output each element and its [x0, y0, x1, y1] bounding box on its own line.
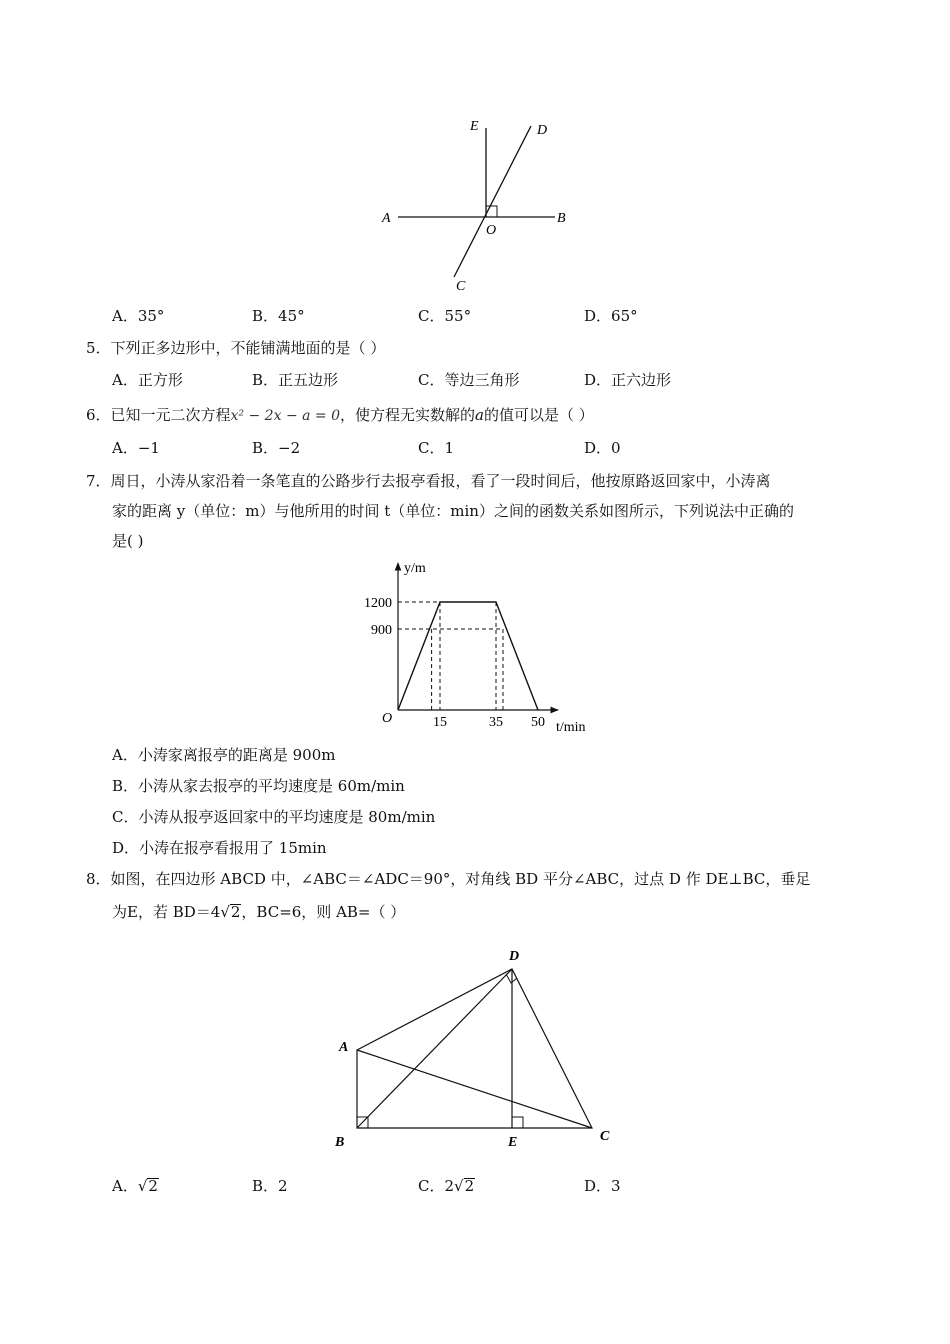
option-text: 55°	[444, 307, 472, 325]
diagonal-bd	[357, 969, 512, 1128]
option-text: 小涛家离报亭的距离是 900m	[137, 746, 336, 764]
q5-option-d[interactable]	[584, 368, 671, 392]
option-text: 0	[611, 439, 621, 457]
option-text: 正方形	[137, 371, 183, 389]
option-text: 小涛从报亭返回家中的平均速度是 80m/min	[138, 808, 436, 826]
option-text: 正五边形	[278, 371, 339, 389]
y-tick-900: 900	[371, 623, 392, 638]
option-text: 小涛在报亭看报用了 15min	[139, 839, 327, 857]
q6-option-d[interactable]	[584, 436, 621, 460]
q8-stem-line2	[112, 900, 405, 924]
series-distance	[398, 602, 538, 710]
q6-stem	[86, 403, 594, 428]
q6-var: a	[475, 406, 484, 424]
q6-option-b[interactable]	[252, 436, 300, 460]
option-text: 35°	[137, 307, 165, 325]
diagonal-ac	[357, 1050, 592, 1128]
option-key: C．	[418, 439, 445, 457]
option-key: C．	[112, 808, 139, 826]
quadrilateral-figure	[320, 940, 650, 1155]
q6-equation: x² − 2x − a = 0	[230, 408, 341, 424]
label-e: E	[508, 1135, 518, 1150]
y-tick-1200: 1200	[364, 596, 392, 611]
quadrilateral-abcd	[357, 969, 592, 1128]
sqrt-symbol: √	[454, 1177, 464, 1195]
option-key: D．	[584, 1177, 612, 1195]
q8-option-a[interactable]	[112, 1174, 159, 1198]
label-b: B	[557, 211, 566, 226]
right-angle-e	[512, 1117, 523, 1128]
option-text: 2	[278, 1177, 288, 1195]
q6-stem-before: 6．已知一元二次方程	[86, 406, 231, 424]
label-e: E	[470, 119, 479, 134]
angle-figure	[370, 110, 580, 300]
option-radicand: 2	[148, 1177, 158, 1195]
option-text: −1	[137, 439, 160, 457]
option-text: 3	[611, 1177, 621, 1195]
line-cd	[454, 126, 531, 277]
q8-stem-part1: 为E，若 BD＝4	[112, 903, 221, 921]
q8-option-d[interactable]	[584, 1174, 621, 1198]
label-d: D	[537, 123, 548, 138]
option-key: D．	[584, 371, 612, 389]
option-text: 45°	[278, 307, 305, 325]
label-o: O	[486, 223, 497, 238]
q6-option-c[interactable]	[418, 436, 454, 460]
option-key: B．	[252, 439, 279, 457]
label-b: B	[335, 1135, 345, 1150]
q7-stem-line3: 是( )	[112, 532, 144, 550]
sqrt-symbol: √	[137, 1177, 148, 1195]
option-coef: 2	[444, 1177, 455, 1195]
option-text: 正六边形	[611, 371, 672, 389]
option-key: C．	[418, 371, 445, 389]
q5-option-c[interactable]	[418, 368, 520, 392]
option-key: C．	[418, 307, 445, 325]
option-text: 等边三角形	[444, 371, 520, 389]
option-key: D．	[584, 307, 612, 325]
option-key: B．	[252, 371, 279, 389]
q5-option-a[interactable]	[112, 368, 183, 392]
option-key: B．	[252, 1177, 279, 1195]
q4-option-d[interactable]	[584, 304, 638, 328]
q8-radicand: 2	[230, 903, 241, 921]
q4-option-a[interactable]	[112, 304, 164, 328]
q4-option-b[interactable]	[252, 304, 305, 328]
x-tick-50: 50	[531, 715, 545, 730]
label-a: A	[339, 1040, 349, 1055]
q8-option-b[interactable]	[252, 1174, 288, 1198]
option-key: D．	[584, 439, 612, 457]
q6-stem-after: 的值可以是（ ）	[483, 406, 594, 424]
origin-label: O	[382, 711, 393, 726]
label-d: D	[509, 949, 520, 964]
q5-stem: 5．下列正多边形中，不能铺满地面的是（ ）	[86, 339, 386, 357]
distance-time-chart	[340, 555, 610, 740]
option-text: 65°	[611, 307, 638, 325]
q7-stem-line2: 家的距离 y（单位：m）与他所用的时间 t（单位：min）之间的函数关系如图所示，下列说法中正确的	[112, 502, 794, 520]
q8-stem-line1: 8．如图，在四边形 ABCD 中，∠ABC＝∠ADC＝90°，对角线 BD 平分∠ABC，过点 D 作 DE⊥BC，垂足	[86, 870, 811, 888]
q7-option-b[interactable]	[112, 774, 405, 798]
option-key: B．	[112, 777, 139, 795]
option-key: A．	[112, 307, 138, 325]
option-key: A．	[112, 746, 138, 764]
option-key: A．	[112, 439, 138, 457]
q8-stem-part2: ，BC=6，则 AB=（ ）	[241, 903, 406, 921]
option-text: 1	[444, 439, 455, 457]
q7-stem-line1: 7．周日，小涛从家沿着一条笔直的公路步行去报亭看报，看了一段时间后，他按原路返回家中，小涛离	[86, 472, 771, 490]
y-axis-label: y/m	[404, 561, 426, 576]
option-key: B．	[252, 307, 279, 325]
q7-option-d[interactable]	[112, 836, 327, 860]
q5-option-b[interactable]	[252, 368, 338, 392]
sqrt-symbol: √	[220, 903, 230, 921]
q8-option-c[interactable]	[418, 1174, 475, 1198]
x-tick-15: 15	[433, 715, 447, 730]
option-key: C．	[418, 1177, 445, 1195]
x-tick-35: 35	[489, 715, 503, 730]
q6-stem-mid: ，使方程无实数解的	[340, 406, 476, 424]
label-c: C	[600, 1129, 610, 1144]
option-radicand: 2	[464, 1177, 475, 1195]
option-text: −2	[278, 439, 301, 457]
q7-option-c[interactable]	[112, 805, 435, 829]
label-a: A	[382, 211, 391, 226]
option-key: D．	[112, 839, 140, 857]
q4-option-c[interactable]	[418, 304, 471, 328]
option-key: A．	[112, 1177, 138, 1195]
q7-option-a[interactable]	[112, 743, 335, 767]
x-axis-label: t/min	[556, 720, 586, 735]
option-key: A．	[112, 371, 138, 389]
label-c: C	[456, 279, 466, 294]
option-text: 小涛从家去报亭的平均速度是 60m/min	[138, 777, 405, 795]
q6-option-a[interactable]	[112, 436, 160, 460]
